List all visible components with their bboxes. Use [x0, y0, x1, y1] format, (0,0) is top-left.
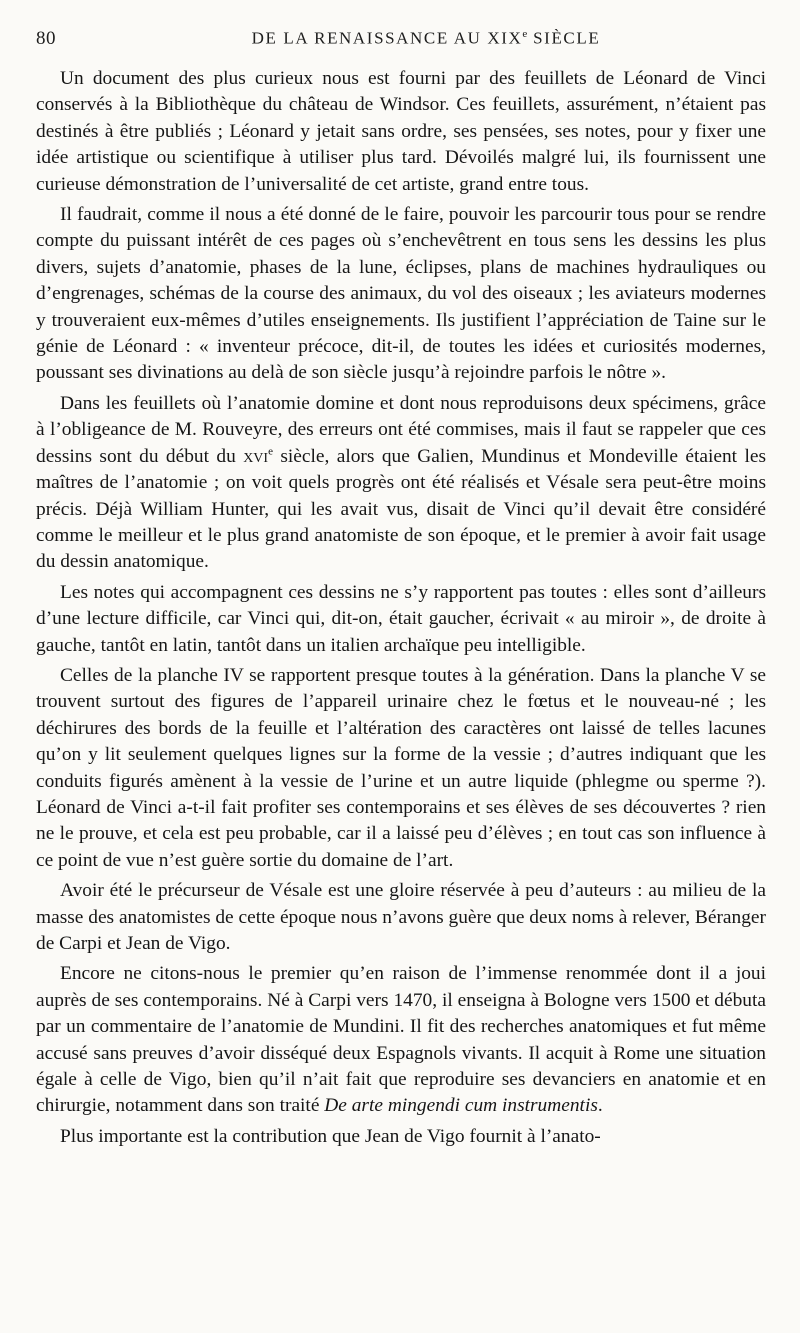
century-superscript: e [268, 445, 273, 458]
paragraph-3-part-b: siècle, alors que Galien, Mundinus et Mondeville étaient les maîtres de l’anatomie ; on voit quels progrès ont été réalisés et Vésale sera peut-être moins précis. Déjà William Hunter, qui les avait vus, disait de Vinci qu’il devait être considéré comme le meilleur et le plus grand anatomiste de son époque, et le premier à avoir fait usage du dessin anatomique. [36, 445, 766, 573]
running-title-main: DE LA RENAISSANCE AU XIX [251, 28, 523, 48]
body-text [36, 66, 766, 1150]
paragraph-5: Celles de la planche IV se rapportent presque toutes à la génération. Dans la planche V se trouvent surtout des figures de l’appareil urinaire chez le fœtus et le nouveau-né ; les déchirures des bords de la feuille et l’altération des caractères ont laissé de telles lacunes qu’on y lit seulement quelques lignes sur la forme de la vessie ; d’autres indiquant que les conduits figurés amènent à la vessie de l’urine et un autre liquide (phlegme ou sperme ?). Léonard de Vinci a-t-il fait profiter ses contemporains et ses élèves de ses découvertes ? rien ne le prouve, et cela est peu probable, car il a laissé peu d’élèves ; en tout cas son influence à ce point de vue n’est guère sortie du domaine de l’art. [36, 664, 766, 871]
paragraph-6: Avoir été le précurseur de Vésale est une gloire réservée à peu d’auteurs : au milieu de la masse des anatomistes de cette époque nous n’avons guère que deux noms à relever, Béranger de Carpi et Jean de Vigo. [36, 880, 766, 954]
paragraph-3 [36, 391, 766, 576]
running-title-superscript: e [522, 28, 528, 40]
paragraph-3-part-a: Dans les feuillets où l’anatomie domine et dont nous reproduisons deux spécimens, grâce à l’obligeance de M. Rouveyre, des erreurs ont été commises, mais il faut se rappeler que ces dessins sont du début du [36, 392, 766, 467]
paragraph-7-part-a: Encore ne citons-nous le premier qu’en raison de l’immense renommée dont il a joui auprès de ses contemporains. Né à Carpi vers 1470, il enseigna à Bologne vers 1500 et débuta par un commentaire de l’anatomie de Mundini. Il fit des recherches anatomiques et fut même accusé sans preuves d’avoir disséqué deux Espagnols vivants. Il acquit à Rome une situation égale à celle de Vigo, bien qu’il n’ait fait que reproduire ses devanciers en anatomie et en chirurgie, notamment dans son traité [36, 963, 766, 1117]
century-numeral: xvi [243, 445, 269, 467]
paragraph-2: Il faudrait, comme il nous a été donné de le faire, pouvoir les parcourir tous pour se rendre compte du puissant intérêt de ces pages où s’enchevêtrent en tous sens les dessins les plus divers, sujets d’anatomie, phases de la lune, éclipses, plans de machines hydrauliques ou d’engrenages, schémas de la course des animaux, du vol des oiseaux ; les aviateurs modernes y trouveraient eux-mêmes d’utiles enseignements. Ils justifient l’appréciation de Taine sur le génie de Léonard : « inventeur précoce, dit-il, de toutes les idées et curiosités modernes, poussant ses divinations au delà de son siècle jusqu’à rejoindre parfois le nôtre ». [36, 204, 766, 384]
running-title [36, 28, 776, 49]
page-number: 80 [36, 28, 56, 49]
paragraph-4: Les notes qui accompagnent ces dessins ne s’y rapportent pas toutes : elles sont d’ailleurs d’une lecture difficile, car Vinci qui, dit-on, était gaucher, écrivait « au miroir », de droite à gauche, tantôt en latin, tantôt dans un italien archaïque peu intelligible. [36, 581, 766, 656]
running-title-end: SIÈCLE [527, 28, 601, 48]
treatise-title: De arte mingendi cum instrumentis [324, 1095, 598, 1117]
page-header [36, 28, 776, 54]
paragraph-8: Plus importante est la contribution que Jean de Vigo fournit à l’anato- [60, 1125, 601, 1147]
paragraph-1: Un document des plus curieux nous est fourni par des feuillets de Léonard de Vinci conservés à la Bibliothèque du château de Windsor. Ces feuillets, assurément, n’étaient pas destinés à être publiés ; Léonard y jetait sans ordre, ses pensées, ses notes, pour y fixer une idée artistique ou scientifique à utiliser plus tard. Dévoilés malgré lui, ils fournissent une curieuse démonstration de l’universalité de cet artiste, grand entre tous. [36, 68, 766, 195]
paragraph-7-part-b: . [597, 1095, 603, 1117]
paragraph-7 [36, 961, 766, 1119]
